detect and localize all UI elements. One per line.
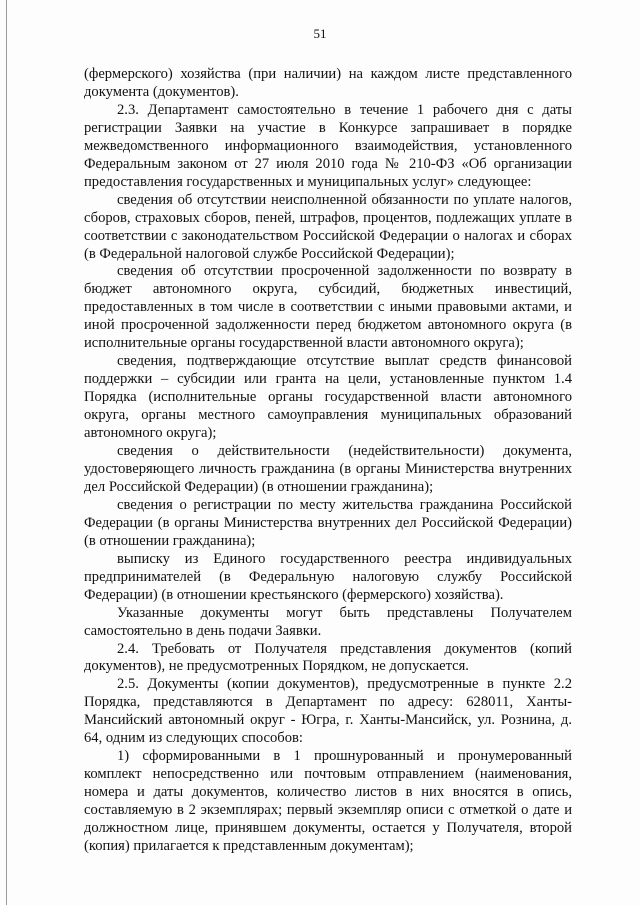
paragraph-identity-info: сведения о действительности (недействительности) документа, удостоверяющего личность гражданина (в органы Министерства внутренних дел Российской Федерации) (в отношении гражданина); — [84, 443, 572, 495]
paragraph-continuation: (фермерского) хозяйства (при наличии) на каждом листе представленного документа (документов). — [84, 66, 572, 100]
paragraph-debt-info: сведения об отсутствии просроченной задолженности по возврату в бюджет автономного округа, субсидий, бюджетных инвестиций, предоставленных в том числе в соответствии с иными правовыми актами, и иной просроченной задолженности перед бюджетом автономного округа (в исполнительные органы государственной власти автономного округа); — [84, 263, 572, 352]
page-number: 51 — [313, 26, 327, 41]
document-body — [84, 66, 572, 856]
paragraph-2-3: 2.3. Департамент самостоятельно в течение 1 рабочего дня с даты регистрации Заявки на участие в Конкурсе запрашивает в порядке межведомственного информационного взаимодействия, установленного Федеральным законом от 27 июля 2010 года № 210-ФЗ «Об организации предоставления государственных и муниципальных услуг» следующее: — [84, 101, 572, 190]
paragraph-self-submission: Указанные документы могут быть представлены Получателем самостоятельно в день подачи Заявки. — [84, 604, 572, 639]
paragraph-registration-info: сведения о регистрации по месту жительства гражданина Российской Федерации (в органы Министерства внутренних дел Российской Федерации) (в отношении гражданина); — [84, 496, 572, 549]
paragraph-tax-info: сведения об отсутствии неисполненной обязанности по уплате налогов, сборов, страховых сборов, пеней, штрафов, процентов, подлежащих уплате в соответствии с законодательством Российской Федерации о налогах и сборах (в Федеральной налоговой службе Российской Федерации); — [84, 191, 572, 262]
paragraph-2-5: 2.5. Документы (копии документов), предусмотренные в пункте 2.2 Порядка, представляются в Департамент по адресу: 628011, Ханты-Мансийский автономный округ - Югра, г. Ханты-Мансийск, ул. Рознина, д. 64, одним из следующих способов: — [84, 676, 572, 747]
paragraph-registry-extract: выписку из Единого государственного реестра индивидуальных предпринимателей (в Федеральную налоговую службу Российской Федерации) (в отношении крестьянского (фермерского) хозяйства). — [84, 550, 572, 603]
paragraph-2-4: 2.4. Требовать от Получателя представления документов (копий документов), не предусмотренных Порядком, не допускается. — [84, 640, 572, 675]
paragraph-support-info: сведения, подтверждающие отсутствие выплат средств финансовой поддержки – субсидии или гранта на цели, установленные пунктом 1.4 Порядка (исполнительные органы государственной власти автономного округа, органы местного самоуправления муниципальных образований автономного округа); — [84, 353, 572, 442]
paragraph-method-1: 1) сформированными в 1 прошнурованный и пронумерованный комплект непосредственно или почтовым отправлением (наименования, номера и даты документов, количество листов в них вносятся в опись, составляемую в 2 экземплярах; первый экземпляр описи с отметкой о дате и должностном лице, принявшем документы, остается у Получателя, второй (копия) прилагается к представленным документам); — [84, 748, 572, 854]
page-margin-line — [6, 0, 7, 905]
